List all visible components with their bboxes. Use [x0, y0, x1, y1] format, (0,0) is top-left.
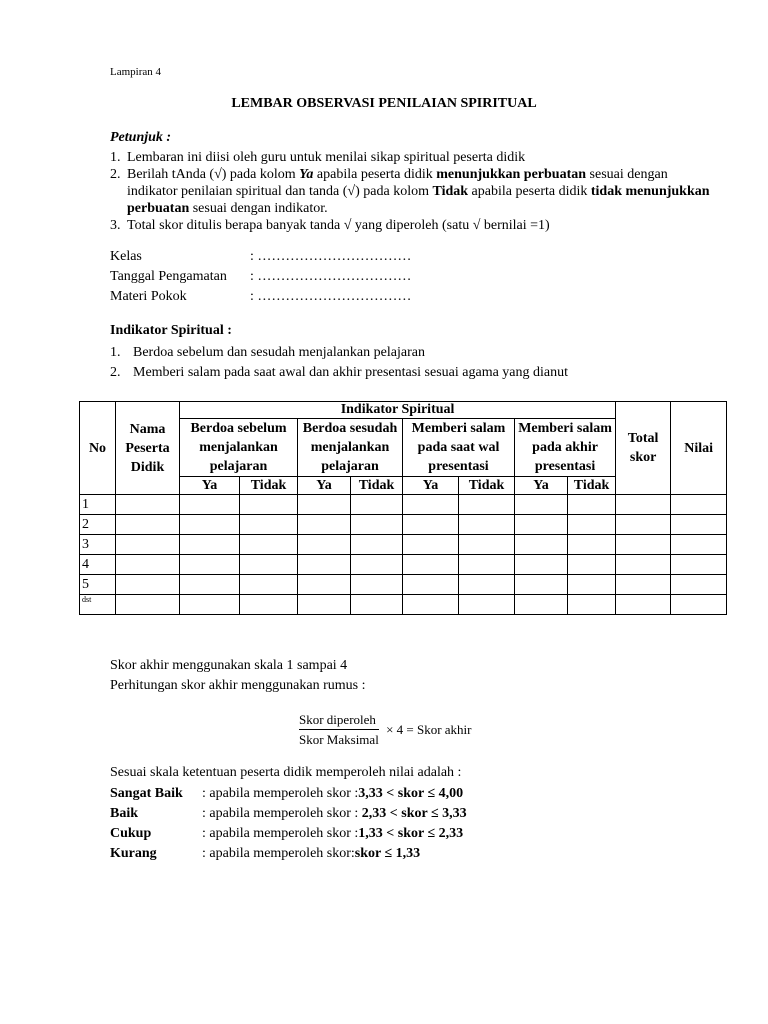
indicator-item — [110, 343, 568, 363]
instruction-text: Ya — [299, 167, 314, 182]
col-nilai-header: Nilai — [671, 402, 727, 495]
grade-range: 1,33 < skor ≤ 2,33 — [358, 826, 464, 841]
ya-header: Ya — [403, 477, 459, 495]
row-number: 1 — [80, 495, 116, 515]
field-row — [110, 287, 411, 307]
table-cell — [459, 495, 515, 515]
instruction-number: 1. — [110, 150, 121, 165]
identity-fields — [110, 247, 411, 307]
indicator-text: Memberi salam pada saat awal dan akhir presentasi sesuai agama yang dianut — [133, 365, 569, 380]
header-row — [80, 402, 727, 419]
table-cell — [116, 495, 180, 515]
instruction-text: Tidak — [432, 184, 469, 199]
table-row — [80, 515, 727, 535]
instruction-text: menunjukkan perbuatan — [436, 167, 587, 182]
instruction-text: tidak menunjukkan perbuatan — [127, 184, 710, 216]
table-cell — [116, 555, 180, 575]
row-number: 2 — [80, 515, 116, 535]
grade-label: Cukup — [110, 826, 152, 841]
grade-row — [110, 824, 467, 844]
tidak-header: Tidak — [459, 477, 515, 495]
grade-row — [110, 804, 467, 824]
table-cell — [459, 535, 515, 555]
row-number: dst — [80, 595, 116, 615]
field-blank: : …………………………… — [250, 269, 412, 284]
table-cell — [116, 535, 180, 555]
tidak-header: Tidak — [240, 477, 298, 495]
indicator-header: Berdoa sebelum menjalankan pelajaran — [180, 419, 298, 477]
instruction-item — [110, 166, 710, 217]
table-cell — [180, 535, 240, 555]
field-blank: : …………………………… — [250, 249, 412, 264]
table-cell — [568, 595, 616, 615]
field-label: Tanggal Pengamatan — [110, 269, 227, 284]
formula-fraction — [299, 712, 379, 748]
table-cell — [515, 535, 568, 555]
grade-condition — [202, 784, 463, 804]
instruction-text: Berilah tAnda (√) pada kolom — [127, 167, 300, 182]
table-cell — [671, 495, 727, 515]
instruction-number: 3. — [110, 218, 121, 233]
table-cell — [240, 515, 298, 535]
table-cell — [616, 495, 671, 515]
table-cell — [116, 595, 180, 615]
table-cell — [459, 555, 515, 575]
table-cell — [616, 515, 671, 535]
table-cell — [459, 595, 515, 615]
col-no-header: No — [80, 402, 116, 495]
instruction-text: Lembaran ini diisi oleh guru untuk menilai sikap spiritual peserta didik — [127, 150, 526, 165]
scale-notes — [110, 656, 365, 696]
formula-numerator: Skor diperoleh — [299, 712, 379, 730]
tidak-header: Tidak — [351, 477, 403, 495]
row-number: 3 — [80, 535, 116, 555]
grade-condition — [202, 824, 463, 844]
table-row — [80, 495, 727, 515]
table-cell — [403, 535, 459, 555]
table-cell — [616, 575, 671, 595]
table-cell — [180, 495, 240, 515]
grade-desc: : apabila memperoleh skor : — [202, 826, 359, 841]
table-cell — [298, 535, 351, 555]
table-cell — [515, 515, 568, 535]
table-cell — [116, 575, 180, 595]
table-cell — [671, 515, 727, 535]
grade-desc: : apabila memperoleh skor : — [202, 806, 362, 821]
ya-header: Ya — [180, 477, 240, 495]
row-number: 4 — [80, 555, 116, 575]
instruction-item — [110, 149, 710, 166]
formula-denominator: Skor Maksimal — [299, 732, 379, 747]
instruction-item — [110, 217, 710, 234]
col-name-header: Nama Peserta Didik — [116, 402, 180, 495]
scale-line: Skor akhir menggunakan skala 1 sampai 4 — [110, 658, 348, 673]
table-cell — [180, 555, 240, 575]
table-cell — [616, 535, 671, 555]
table-cell — [351, 575, 403, 595]
table-cell — [298, 555, 351, 575]
table-cell — [180, 515, 240, 535]
table-cell — [403, 495, 459, 515]
grade-desc: : apabila memperoleh skor : — [202, 786, 359, 801]
table-cell — [568, 575, 616, 595]
table-cell — [240, 575, 298, 595]
grade-condition — [202, 844, 420, 864]
table-cell — [568, 515, 616, 535]
field-row — [110, 267, 411, 287]
table-cell — [403, 575, 459, 595]
table-cell — [403, 515, 459, 535]
instruction-text: apabila peserta didik — [313, 167, 437, 182]
instructions-title: Petunjuk : — [110, 130, 172, 145]
table-cell — [240, 535, 298, 555]
grade-condition — [202, 804, 467, 824]
table-cell — [671, 595, 727, 615]
table-cell — [351, 495, 403, 515]
field-label: Materi Pokok — [110, 289, 187, 304]
table-cell — [515, 575, 568, 595]
table-row — [80, 555, 727, 575]
table-cell — [671, 575, 727, 595]
indicator-text: Berdoa sebelum dan sesudah menjalankan pelajaran — [133, 345, 425, 360]
table-cell — [298, 515, 351, 535]
grade-row — [110, 844, 467, 864]
indicator-title: Indikator Spiritual : — [110, 323, 232, 338]
indicator-list — [110, 343, 568, 383]
table-cell — [568, 555, 616, 575]
table-cell — [459, 515, 515, 535]
table-cell — [351, 535, 403, 555]
page-title: LEMBAR OBSERVASI PENILAIAN SPIRITUAL — [231, 96, 537, 111]
table-cell — [403, 595, 459, 615]
table-cell — [116, 515, 180, 535]
table-cell — [240, 595, 298, 615]
table-cell — [180, 595, 240, 615]
field-blank: : …………………………… — [250, 289, 412, 304]
indicator-item — [110, 363, 568, 383]
table-cell — [403, 555, 459, 575]
row-number: 5 — [80, 575, 116, 595]
grade-intro: Sesuai skala ketentuan peserta didik memperoleh nilai adalah : — [110, 765, 462, 780]
table-cell — [298, 495, 351, 515]
table-cell — [515, 595, 568, 615]
instruction-text: Total skor ditulis berapa banyak tanda √ yang diperoleh (satu √ bernilai =1) — [127, 218, 550, 233]
indicator-number: 1. — [110, 345, 121, 360]
table-row — [80, 595, 727, 615]
formula-intro: Perhitungan skor akhir menggunakan rumus : — [110, 678, 366, 693]
table-cell — [351, 595, 403, 615]
grade-desc: : apabila memperoleh skor: — [202, 846, 355, 861]
table-row — [80, 575, 727, 595]
table-cell — [671, 535, 727, 555]
field-label: Kelas — [110, 249, 142, 264]
table-cell — [568, 535, 616, 555]
table-cell — [568, 495, 616, 515]
table-cell — [298, 595, 351, 615]
instruction-number: 2. — [110, 167, 121, 182]
indicator-header: Berdoa sesudah menjalankan pelajaran — [298, 419, 403, 477]
grade-row — [110, 784, 467, 804]
table-cell — [180, 575, 240, 595]
ya-header: Ya — [298, 477, 351, 495]
table-cell — [240, 555, 298, 575]
ya-header: Ya — [515, 477, 568, 495]
table-cell — [616, 595, 671, 615]
grade-label: Baik — [110, 806, 139, 821]
grade-label: Sangat Baik — [110, 786, 183, 801]
instruction-text: apabila peserta didik — [468, 184, 591, 199]
instruction-text: sesuai dengan indikator penilaian spiritual dan tanda (√) pada kolom — [127, 167, 668, 199]
grade-range: 2,33 < skor ≤ 3,33 — [361, 806, 467, 821]
formula-result: × 4 = Skor akhir — [386, 722, 472, 737]
table-cell — [515, 495, 568, 515]
instruction-text: sesuai dengan indikator. — [189, 201, 328, 216]
indicator-header: Memberi salam pada akhir presentasi — [515, 419, 616, 477]
col-total-header: Total skor — [616, 402, 671, 495]
grade-range: 3,33 < skor ≤ 4,00 — [358, 786, 464, 801]
table-cell — [671, 555, 727, 575]
indicator-number: 2. — [110, 365, 121, 380]
table-cell — [351, 555, 403, 575]
grade-label: Kurang — [110, 846, 157, 861]
table-cell — [351, 515, 403, 535]
table-cell — [459, 575, 515, 595]
instructions-list — [110, 149, 710, 234]
table-cell — [298, 575, 351, 595]
tidak-header: Tidak — [568, 477, 616, 495]
grade-scale — [110, 784, 467, 864]
grade-range: skor ≤ 1,33 — [354, 846, 421, 861]
table-cell — [616, 555, 671, 575]
observation-table — [79, 401, 727, 615]
table-cell — [240, 495, 298, 515]
indicator-header: Memberi salam pada saat wal presentasi — [403, 419, 515, 477]
indicator-group-header: Indikator Spiritual — [180, 402, 616, 419]
score-formula — [299, 712, 472, 748]
attachment-label: Lampiran 4 — [110, 66, 162, 78]
field-row — [110, 247, 411, 267]
table-row — [80, 535, 727, 555]
table-cell — [515, 555, 568, 575]
